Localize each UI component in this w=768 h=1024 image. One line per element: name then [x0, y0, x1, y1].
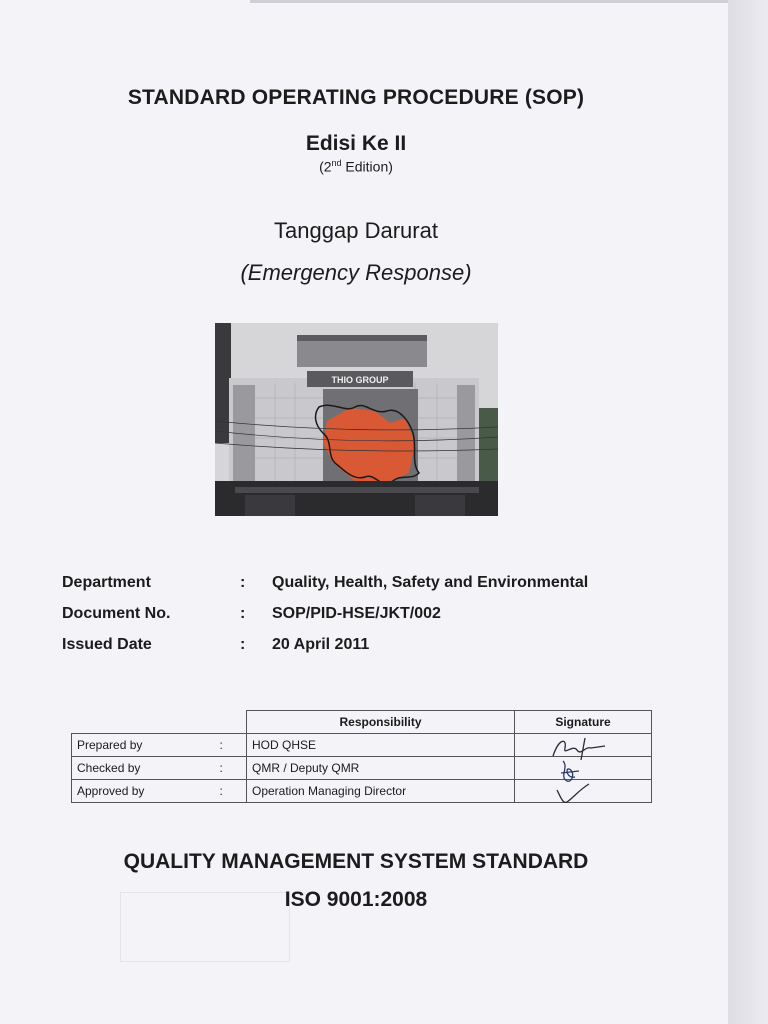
footer-system: QUALITY MANAGEMENT SYSTEM STANDARD	[123, 850, 589, 873]
signature-cell	[515, 734, 652, 757]
info-value: SOP/PID-HSE/JKT/002	[272, 605, 441, 622]
info-colon: :	[240, 574, 246, 591]
tree	[477, 408, 498, 488]
edition-superscript: nd	[331, 158, 342, 168]
scan-top-edge	[250, 0, 728, 3]
building-photo	[215, 323, 498, 516]
building-sign-text: THIO GROUP	[331, 375, 389, 385]
footer-standard: ISO 9001:2008	[284, 888, 428, 911]
edition-subtitle	[0, 158, 712, 175]
table-header-row	[72, 711, 652, 734]
role-cell: Approved by	[72, 780, 202, 803]
info-value: 20 April 2011	[272, 636, 370, 653]
edition-suffix: Edition)	[341, 158, 393, 175]
left-building	[215, 323, 231, 443]
table-row	[72, 757, 652, 780]
info-label: Department	[62, 574, 151, 591]
signature-cell	[515, 757, 652, 780]
colon-cell: :	[202, 734, 247, 757]
document-title: STANDARD OPERATING PROCEDURE (SOP)	[127, 86, 585, 109]
responsibility-table	[71, 710, 652, 803]
role-cell: Checked by	[72, 757, 202, 780]
signature-mark-3	[545, 780, 615, 810]
subject-title-english: (Emergency Response)	[240, 260, 472, 285]
signature-header: Signature	[515, 711, 652, 734]
table-row	[72, 780, 652, 803]
info-colon: :	[240, 636, 246, 653]
colon-cell: :	[202, 757, 247, 780]
responsibility-cell: HOD QHSE	[247, 734, 515, 757]
responsibility-header: Responsibility	[247, 711, 515, 734]
signature-cell	[515, 780, 652, 803]
role-cell: Prepared by	[72, 734, 202, 757]
edition-title: Edisi Ke II	[305, 132, 407, 155]
info-label: Document No.	[62, 605, 171, 622]
scan-edge	[728, 0, 768, 1024]
colon-cell: :	[202, 780, 247, 803]
info-label: Issued Date	[62, 636, 152, 653]
responsibility-cell: Operation Managing Director	[247, 780, 515, 803]
subject-title: Tanggap Darurat	[274, 218, 438, 243]
edition-prefix: (2	[319, 158, 332, 175]
responsibility-cell: QMR / Deputy QMR	[247, 757, 515, 780]
building-roof	[297, 337, 427, 367]
info-colon: :	[240, 605, 246, 622]
info-value: Quality, Health, Safety and Environmental	[272, 574, 589, 591]
table-row	[72, 734, 652, 757]
